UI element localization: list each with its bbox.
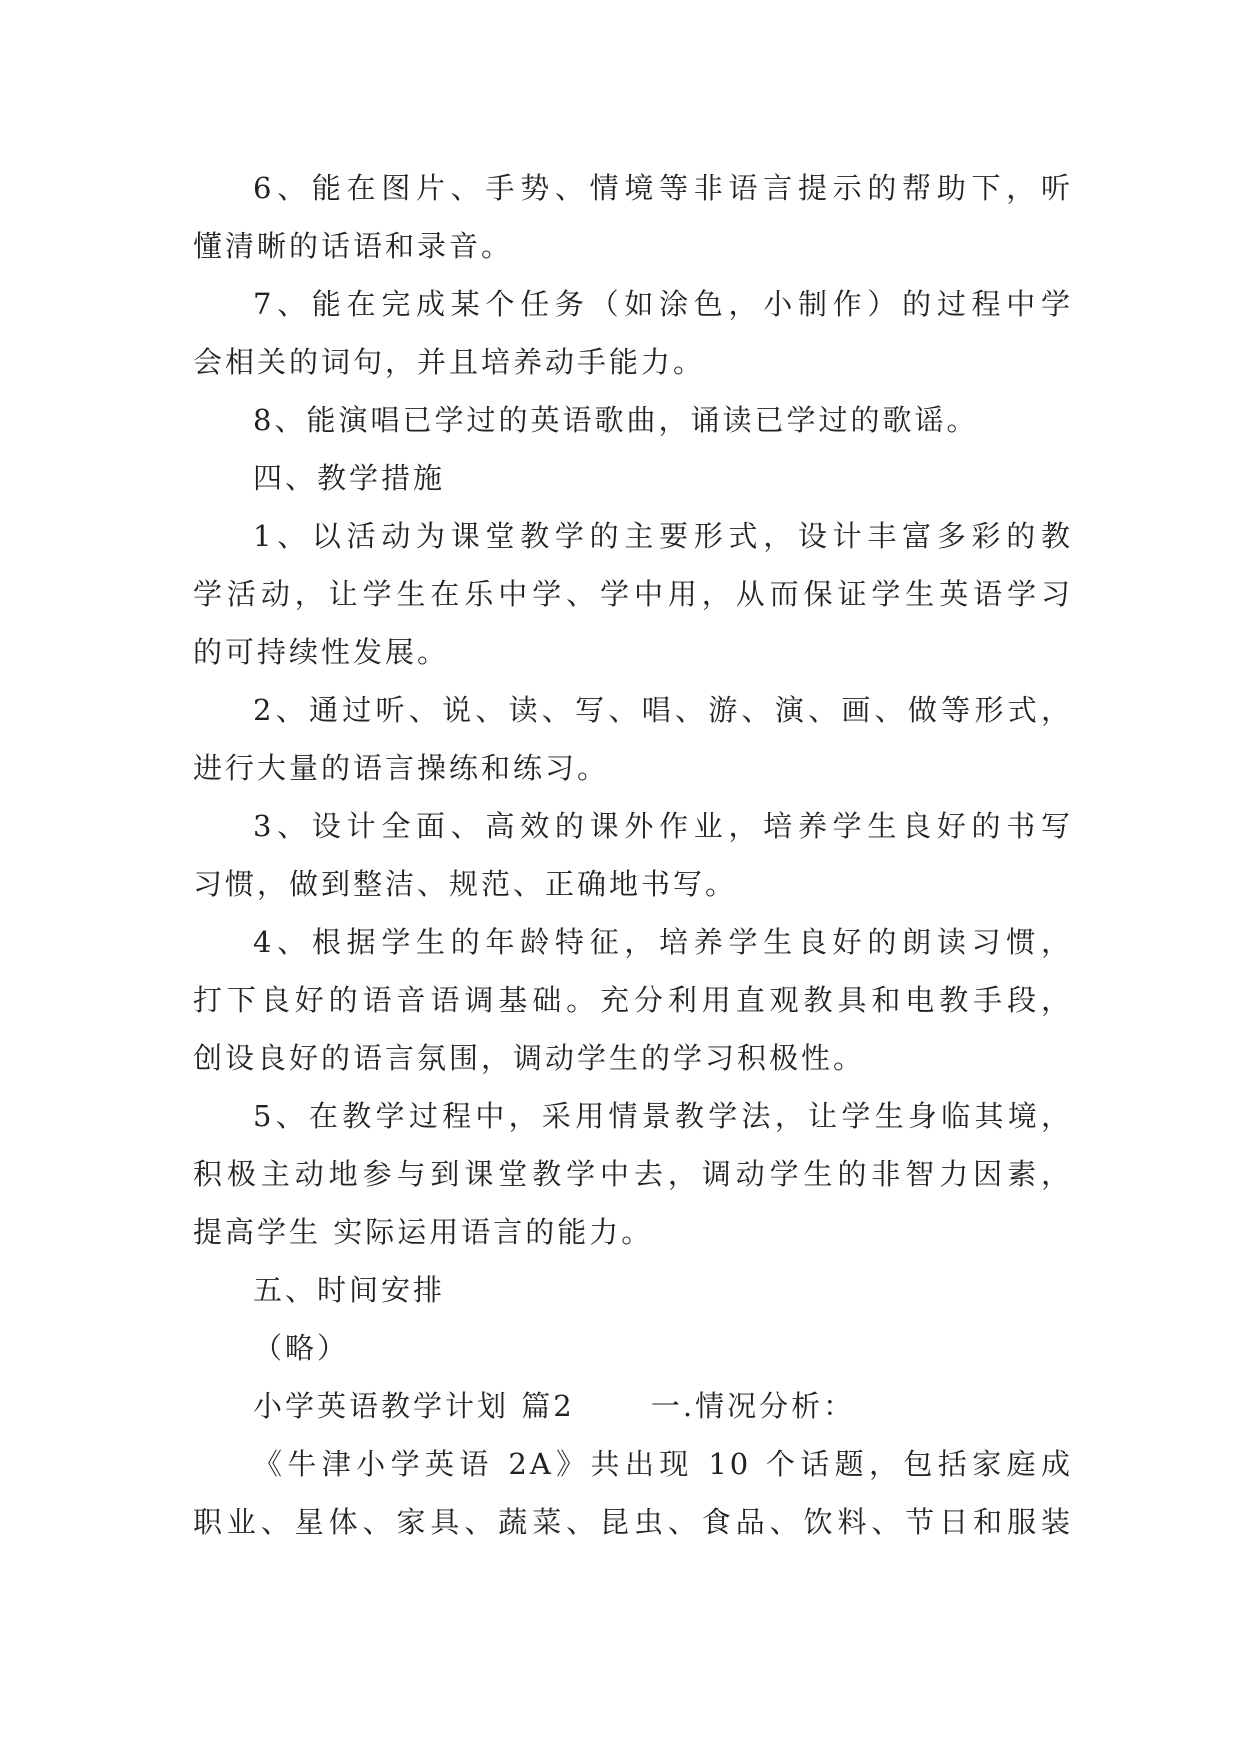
paragraph-line: 1、以活动为课堂教学的主要形式，设计丰富多彩的教 (253, 519, 1073, 553)
paragraph-line: 5、在教学过程中，采用情景教学法，让学生身临其境， (253, 1099, 1073, 1133)
paragraph-line: 学活动，让学生在乐中学、学中用，从而保证学生英语学习 (193, 577, 1073, 611)
document-body (193, 159, 1073, 1551)
paragraph-line: 6、能在图片、手势、情境等非语言提示的帮助下，听 (253, 171, 1073, 205)
paragraph-line: 小学英语教学计划 篇2 一.情况分析： (253, 1389, 856, 1423)
paragraph-line: （略） (253, 1331, 350, 1365)
paragraph-line: 3、设计全面、高效的课外作业，培养学生良好的书写 (253, 809, 1073, 843)
paragraph-line: 2、通过听、说、读、写、唱、游、演、画、做等形式， (253, 693, 1073, 727)
paragraph-line: 4、根据学生的年龄特征，培养学生良好的朗读习惯， (253, 925, 1073, 959)
paragraph-line: 四、教学措施 (253, 461, 446, 495)
paragraph-line: 进行大量的语言操练和练习。 (193, 751, 610, 785)
paragraph-line: 习惯，做到整洁、规范、正确地书写。 (193, 867, 738, 901)
paragraph-line: 提高学生 实际运用语言的能力。 (193, 1215, 654, 1249)
paragraph-line: 《牛津小学英语 2A》共出现 10 个话题，包括家庭成 (253, 1447, 1073, 1481)
paragraph-line: 7、能在完成某个任务（如涂色，小制作）的过程中学 (253, 287, 1073, 321)
paragraph-line: 8、能演唱已学过的英语歌曲，诵读已学过的歌谣。 (253, 403, 979, 437)
paragraph-line: 懂清晰的话语和录音。 (193, 229, 514, 263)
paragraph-line: 创设良好的语言氛围，调动学生的学习积极性。 (193, 1041, 866, 1075)
paragraph-line: 积极主动地参与到课堂教学中去，调动学生的非智力因素， (193, 1157, 1073, 1191)
paragraph-line: 的可持续性发展。 (193, 635, 450, 669)
paragraph-line: 会相关的词句，并且培养动手能力。 (193, 345, 706, 379)
paragraph-line: 打下良好的语音语调基础。充分利用直观教具和电教手段， (193, 983, 1073, 1017)
paragraph-line: 五、时间安排 (253, 1273, 446, 1307)
paragraph-line: 职业、星体、家具、蔬菜、昆虫、食品、饮料、节日和服装 (193, 1505, 1073, 1539)
